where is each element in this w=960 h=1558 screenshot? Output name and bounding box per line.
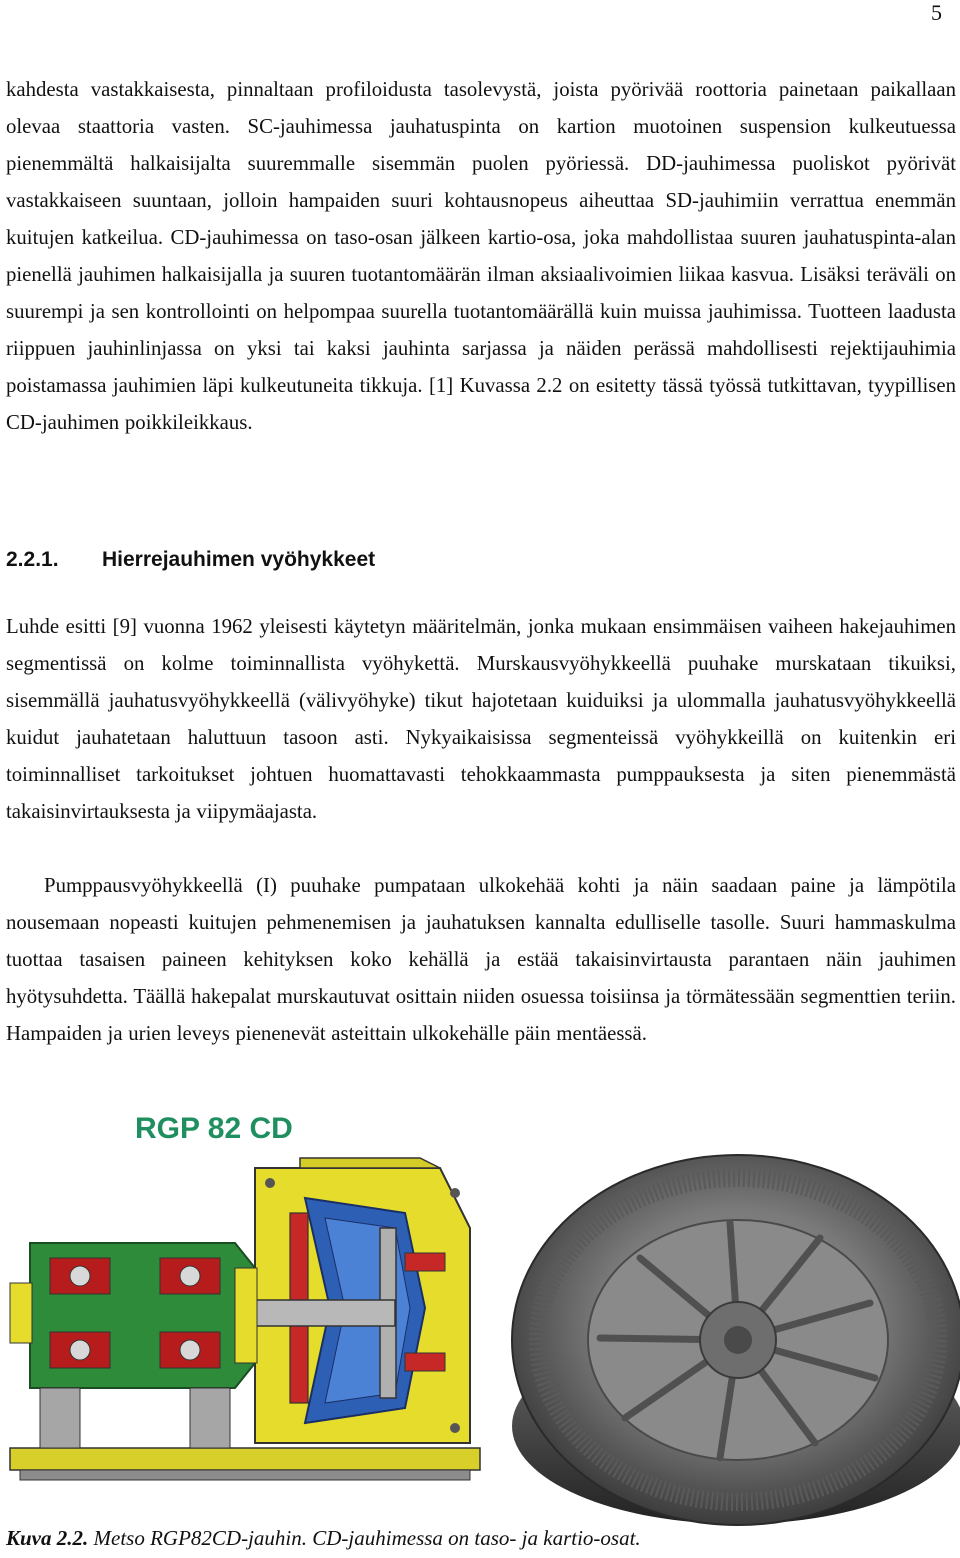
figure-logo: RGP 82 CD [135,1112,293,1145]
refiner-cross-section [10,1158,480,1480]
refiner-figure [0,1108,960,1528]
refiner-segment-disc [512,1155,960,1525]
page-number: 5 [931,0,942,25]
figure-caption [6,1523,641,1553]
section-heading [6,546,375,574]
section-title: Hierrejauhimen vyöhykkeet [102,548,376,571]
figure-caption-text: Metso RGP82CD-jauhin. CD-jauhimessa on taso- ja kartio-osat. [93,1526,641,1550]
figure-caption-label: Kuva 2.2. [6,1526,89,1550]
refiner-illustration [0,1108,960,1528]
section-number: 2.2.1. [6,548,59,571]
body-paragraph-2: Luhde esitti [9] vuonna 1962 yleisesti käytetyn määritelmän, jonka mukaan ensimmäisen vaiheen hakejauhimen segmentissä on kolme toiminnallista vyöhykettä. Murskausvyöhykkeellä puuhake murskataan tikuiksi, sisemmällä jauhatusvyöhykkeellä (välivyöhyke) tikut hajotetaan kuiduiksi ja ulommalla jauhatusvyöhykkeellä kuidut jauhatetaan haluttuun tasoon asti. Nykyaikaisissa segmenteissä vyöhykkeillä on kuitenkin eri toiminnalliset tarkoitukset johtuen huomattavasti tehokkaammasta pumppauksesta ja siten pienemmästä takaisinvirtauksesta ja viipymäajasta. [6,615,956,823]
body-paragraph-1: kahdesta vastakkaisesta, pinnaltaan profiloidusta tasolevystä, joista pyörivää roottoria painetaan paikallaan olevaa staattoria vasten. SC-jauhimessa jauhatuspinta on kartion muotoinen suspension kulkeutuessa pienemmältä halkaisijalta suuremmalle sisemmän puolen pyöriessä. DD-jauhimessa puoliskot pyörivät vastakkaiseen suuntaan, jolloin hampaiden suuri kohtausnopeus aiheuttaa SD-jauhimiin verrattua enemmän kuitujen katkeilua. CD-jauhimessa on taso-osan jälkeen kartio-osa, joka mahdollistaa suuren jauhatuspinta-alan pienellä jauhimen halkaisijalla ja suuren tuotantomäärän ilman aksiaalivoimien liikaa kasvua. Lisäksi teräväli on suurempi ja sen kontrollointi on helpompaa suurella tuotantomäärällä kuin muissa jauhimissa. Tuotteen laadusta riippuen jauhinlinjassa on yksi tai kaksi jauhinta sarjassa ja näiden perässä mahdollisesti rejektijauhimia poistamassa jauhimien läpi kulkeutuneita tikkuja. [1] Kuvassa 2.2 on esitetty tässä työssä tutkittavan, tyypillisen CD-jauhimen poikkileikkaus. [6,78,956,434]
body-paragraph-3: Pumppausvyöhykkeellä (I) puuhake pumpataan ulkokehää kohti ja näin saadaan paine ja lämpötila nousemaan nopeasti kuitujen pehmenemisen ja jauhatuksen kannalta edulliselle tasolle. Suuri hammaskulma tuottaa tasaisen paineen kehityksen koko kehällä ja estää takaisinvirtausta parantaen näin jauhimen hyötysuhdetta. Täällä hakepalat murskautuvat osittain niiden osuessa toisiinsa ja törmätessään segmenttien teriin. Hampaiden ja urien leveys pienenevät asteittain ulkokehälle päin mentäessä. [6,874,956,1045]
